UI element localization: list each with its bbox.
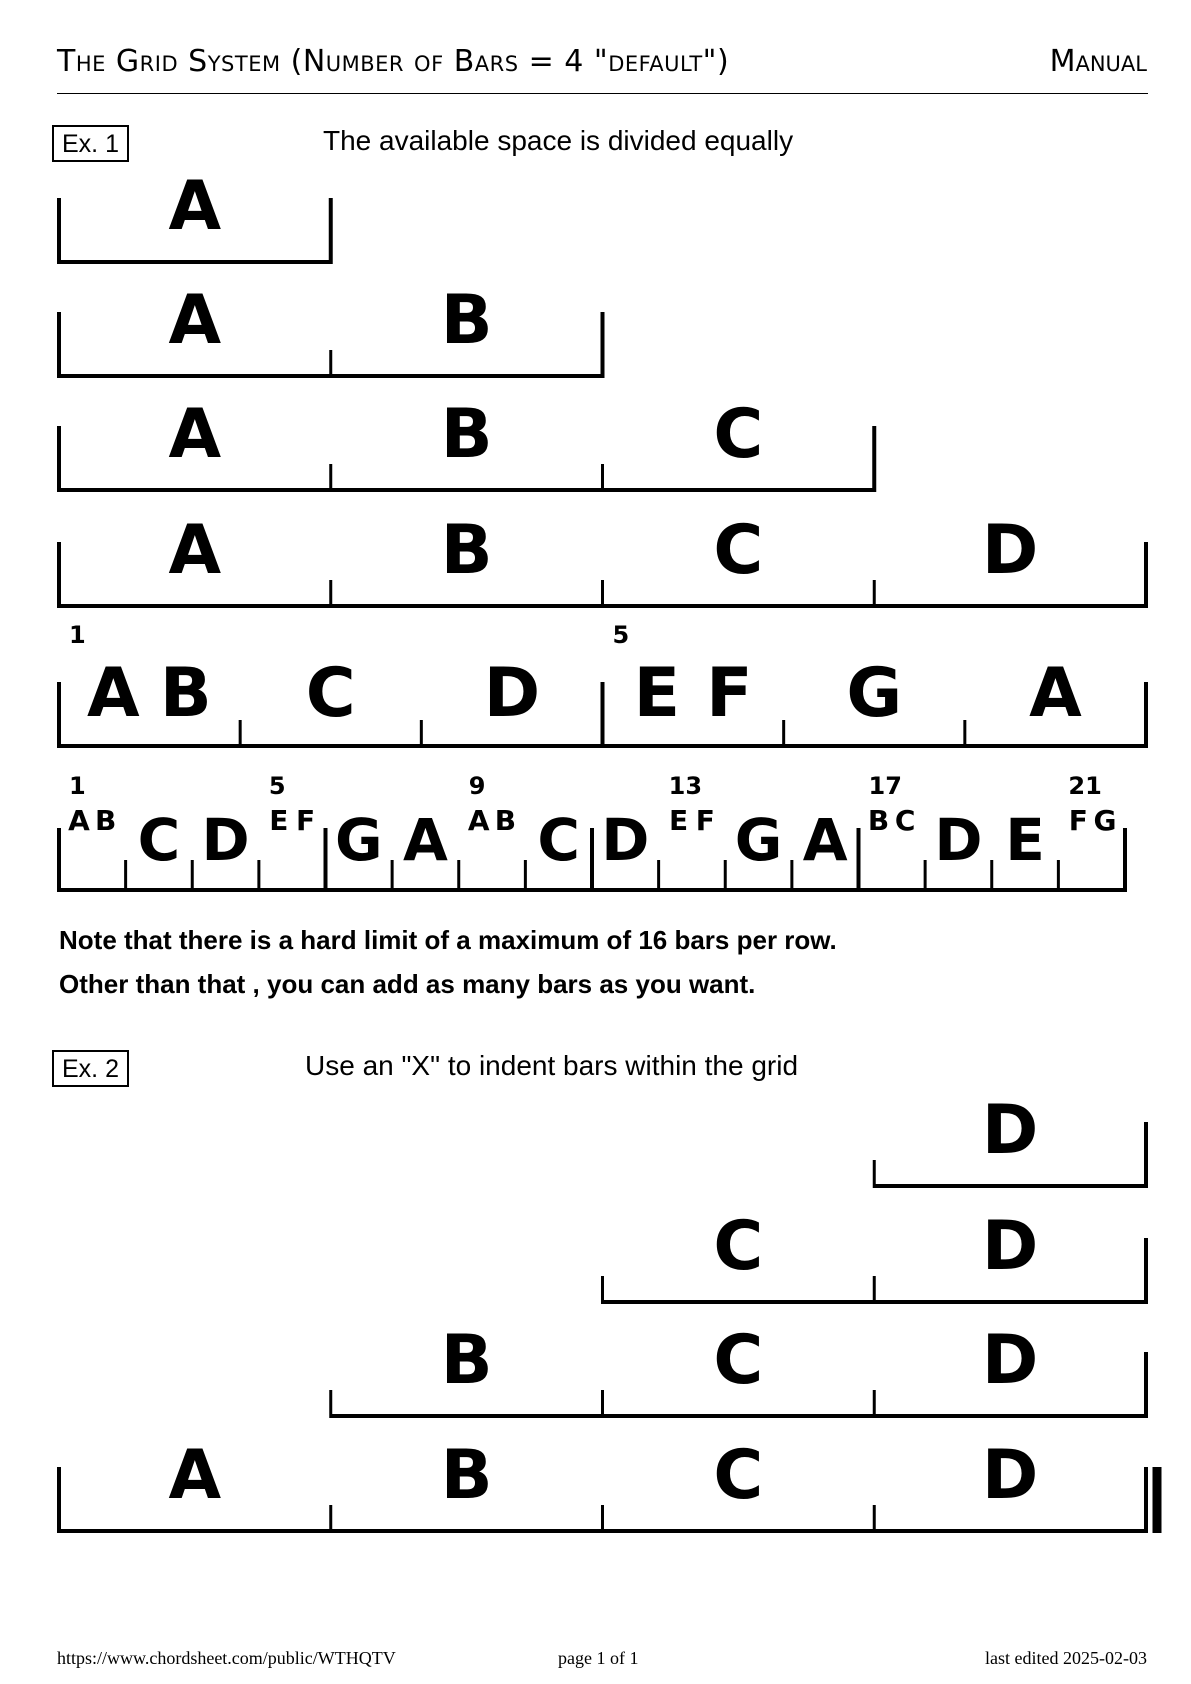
ex1-row-6-bar-3-chord-1: E <box>269 804 289 837</box>
ex1-row-4-bar-1-chord: B <box>440 511 493 590</box>
note-line-2: Other than that , you can add as many bars as you want. <box>59 969 756 999</box>
example-1-label: Ex. 1 <box>52 125 129 162</box>
ex1-row-6-bar-6-chord-2: B <box>494 804 517 837</box>
ex1-row-6-bar-number: 9 <box>468 772 486 800</box>
ex1-row-5-bar-1-chord: C <box>305 654 356 733</box>
ex1-row-6-bar-5-chord: A <box>402 806 448 874</box>
ex1-row-2-bar-0-chord: A <box>168 281 222 360</box>
footer-last-edited: last edited 2025-02-03 <box>985 1648 1147 1668</box>
ex1-row-5-bar-4-chord: G <box>846 654 903 733</box>
example-2-caption: Use an "X" to indent bars within the grid <box>305 1050 799 1081</box>
ex1-row-4-bar-2-chord: C <box>713 511 764 590</box>
ex2-row-4-bar-1-chord: B <box>440 1436 493 1515</box>
ex1-row-6-bar-number: 13 <box>668 772 703 800</box>
example-1-caption: The available space is divided equally <box>323 125 794 156</box>
ex1-row-6-bar-13-chord: D <box>934 806 983 874</box>
ex1-row-5-bar-2-chord: D <box>483 654 541 733</box>
ex1-row-5-bar-number: 5 <box>612 621 630 649</box>
ex1-row-1-bar-0-chord: A <box>168 167 222 246</box>
ex1-row-5-bar-0-chord-1: A <box>87 654 140 733</box>
ex2-row-1-bar-0-chord: D <box>981 1091 1039 1170</box>
ex1-row-6-bar-2-chord: D <box>201 806 250 874</box>
ex1-row-3-bar-2-chord: C <box>713 395 764 474</box>
ex1-row-6-bar-number: 5 <box>268 772 286 800</box>
ex1-row-4-bar-0-chord: A <box>168 511 222 590</box>
ex1-row-5-bar-5-chord: A <box>1029 654 1082 733</box>
ex1-row-6-bar-4-chord: G <box>335 806 383 874</box>
example-2-label: Ex. 2 <box>52 1050 129 1087</box>
note-line-1: Note that there is a hard limit of a maximum of 16 bars per row. <box>59 925 837 955</box>
ex2-row-2-bar-0-chord: C <box>713 1207 764 1286</box>
ex1-row-6-bar-10-chord: G <box>734 806 783 874</box>
ex1-row-6-bar-number: 1 <box>69 772 86 800</box>
ex1-row-6-bar-1-chord: C <box>137 806 181 874</box>
ex2-row-2-bar-1-chord: D <box>981 1207 1039 1286</box>
footer-url[interactable]: https://www.chordsheet.com/public/WTHQTV <box>57 1648 396 1668</box>
ex2-row-4-bar-2-chord: C <box>713 1436 764 1515</box>
ex1-row-5-bar-number: 1 <box>69 621 86 649</box>
ex1-row-6-bar-8-chord: D <box>601 806 650 874</box>
ex1-row-5-bar-3-chord-2: F <box>706 654 753 733</box>
ex1-row-3-bar-1-chord: B <box>440 395 493 474</box>
ex2-row-3-bar-0-chord: B <box>440 1321 493 1400</box>
ex2-row-3-bar-2-chord: D <box>981 1321 1039 1400</box>
ex1-row-6-bar-12-chord-1: B <box>867 804 890 837</box>
ex1-row-6-bar-9-chord-1: E <box>669 804 689 837</box>
ex1-row-4-bar-3-chord: D <box>981 511 1039 590</box>
ex1-row-6-bar-14-chord: E <box>1005 806 1045 874</box>
ex1-row-6-bar-11-chord: A <box>802 806 848 874</box>
document-type-label: Manual <box>1049 44 1147 79</box>
ex1-row-6-bar-number: 21 <box>1068 772 1102 800</box>
ex1-row-6-bar-6-chord-1: A <box>467 804 490 837</box>
ex1-row-6-bar-3-chord-2: F <box>295 804 316 837</box>
ex1-row-6-bar-15-chord-2: G <box>1093 804 1117 837</box>
ex2-row-4-bar-3-chord: D <box>981 1436 1039 1515</box>
ex1-row-6-bar-0-chord-1: A <box>68 804 90 837</box>
ex2-row-4-bar-0-chord: A <box>168 1436 222 1515</box>
ex1-row-5-bar-0-chord-2: B <box>159 654 212 733</box>
ex1-row-6-bar-7-chord: C <box>537 806 580 874</box>
ex1-row-6-bar-0-chord-2: B <box>94 804 117 837</box>
ex1-row-6-bar-9-chord-2: F <box>695 804 715 837</box>
ex1-row-5-bar-3-chord-1: E <box>633 654 681 733</box>
ex1-row-6-bar-number: 17 <box>868 772 902 800</box>
ex1-row-6-bar-15-chord-1: F <box>1068 804 1088 837</box>
ex1-row-3-bar-0-chord: A <box>168 395 222 474</box>
footer-page-number: page 1 of 1 <box>558 1648 639 1668</box>
ex2-row-3-bar-1-chord: C <box>713 1321 764 1400</box>
ex1-row-6-bar-12-chord-2: C <box>894 804 916 837</box>
page-title: The Grid System (Number of Bars = 4 "default") <box>57 44 730 79</box>
ex1-row-2-bar-1-chord: B <box>440 281 493 360</box>
